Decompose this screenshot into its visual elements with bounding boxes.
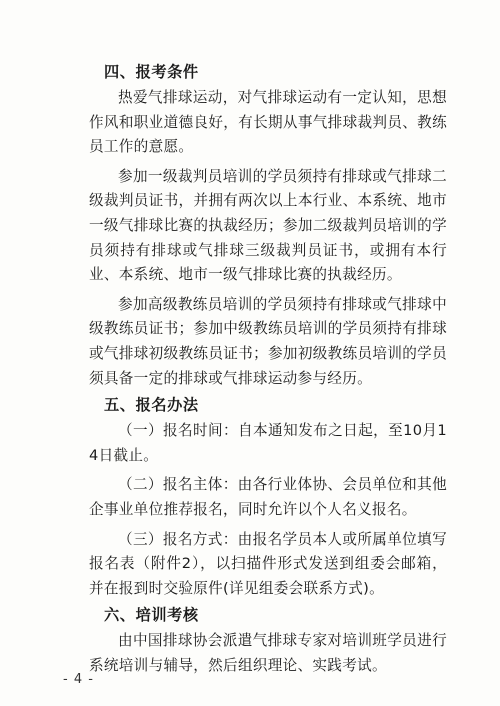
section-heading-training-assessment: 六、培训考核 — [104, 606, 199, 625]
paragraph-training-assessment: 由中国排球协会派遣气排球专家对培训班学员进行系统培训与辅导，然后组织理论、实践考试。 — [89, 632, 447, 674]
paragraph-general-requirements: 热爱气排球运动，对气排球运动有一定认知，思想作风和职业道德良好，有长期从事气排球裁判员、教练员工作的意愿。 — [89, 89, 447, 156]
page-number: - 4 - — [63, 672, 94, 687]
paragraph-coach-requirements: 参加高级教练员培训的学员须持有排球或气排球中级教练员证书；参加中级教练员培训的学员须持有排球或气排球初级教练员证书；参加初级教练员培训的学员须具备一定的排球或气排球运动参与经历。 — [89, 295, 447, 387]
paragraph-registration-subject: （二）报名主体：由各行业体协、会员单位和其他企事业单位推荐报名，同时允许以个人名义报名。 — [89, 476, 447, 518]
paragraph-referee-requirements: 参加一级裁判员培训的学员须持有排球或气排球二级裁判员证书，并拥有两次以上本行业、本系统、地市一级气排球比赛的执裁经历；参加二级裁判员培训的学员须持有排球或气排球三级裁判员证书，或拥有本行业、本系统、地市一级气排球比赛的执裁经历。 — [89, 167, 447, 284]
paragraph-registration-time: （一）报名时间：自本通知发布之日起，至10月14日截止。 — [89, 422, 447, 464]
section-heading-application-conditions: 四、报考条件 — [104, 63, 199, 81]
paragraph-registration-method: （三）报名方式：由报名学员本人或所属单位填写报名表（附件2），以扫描件形式发送到组委会邮箱，并在报到时交验原件(详见组委会联系方式)。 — [89, 530, 447, 597]
section-heading-registration: 五、报名办法 — [104, 396, 199, 415]
document-body — [89, 58, 447, 678]
